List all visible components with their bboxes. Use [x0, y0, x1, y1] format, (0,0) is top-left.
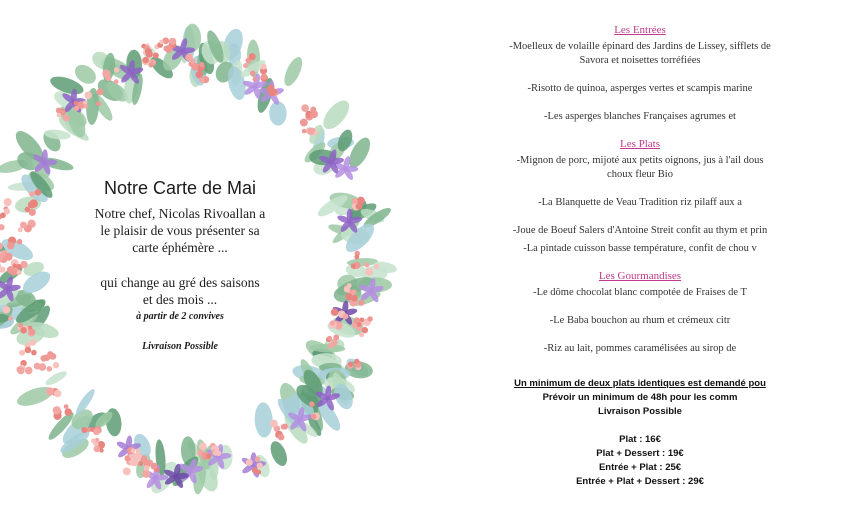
price-item: Entrée + Plat + Dessert : 29€: [576, 476, 704, 487]
seasonal-text: qui change au gré des saisons et des mois ...: [100, 275, 260, 307]
price-item: Entrée + Plat : 25€: [598, 462, 682, 473]
intro-text: Notre chef, Nicolas Rivoallan a le plaisir de vous présenter sa carte éphémère ...: [94, 206, 266, 255]
dish-item: -Riz au lait, pommes caramélisées au sirop de: [543, 343, 737, 354]
minimum-order-line: Un minimum de deux plats identiques est demandé pou: [514, 378, 766, 389]
delivery-note: Livraison Possible: [142, 341, 218, 352]
price-item: Plat : 16€: [619, 434, 661, 445]
minimum-guests-note: à partir de 2 convives: [136, 311, 224, 322]
section-heading-entrees: Les Entrées: [614, 24, 666, 36]
menu-title: Notre Carte de Mai: [103, 178, 257, 198]
delivery-line: Livraison Possible: [598, 406, 682, 417]
dish-item: -Le Baba bouchon au rhum et crémeux citr: [549, 315, 731, 326]
dish-item: -Joue de Boeuf Salers d'Antoine Streit confit au thym et prin: [512, 225, 768, 236]
section-heading-gourmandises: Les Gourmandises: [598, 270, 682, 282]
menu-list: [420, 24, 860, 370]
ordering-info: [420, 377, 860, 489]
dish-item: -La Blanquette de Veau Tradition riz pilaff aux a: [538, 197, 742, 208]
order-notice-line: Prévoir un minimum de 48h pour les comm: [542, 392, 738, 403]
price-list: [420, 433, 860, 489]
dish-item: -Risotto de quinoa, asperges vertes et scampis marine: [527, 83, 753, 94]
dish-item: -Moelleux de volaille épinard des Jardins de Lissey, sifflets de Savora et noisettes torréfiées: [509, 41, 771, 66]
dish-item: -Le dôme chocolat blanc compotée de Fraises de T: [533, 287, 747, 298]
price-item: Plat + Dessert : 19€: [596, 448, 684, 459]
dish-item: -Mignon de porc, mijoté aux petits oignons, jus à l'ail dous choux fleur Bio: [516, 155, 764, 180]
dish-item: -La pintade cuisson basse température, confit de chou v: [523, 243, 757, 254]
section-heading-plats: Les Plats: [619, 138, 661, 150]
dish-item: -Les asperges blanches Françaises agrumes et: [544, 111, 736, 122]
